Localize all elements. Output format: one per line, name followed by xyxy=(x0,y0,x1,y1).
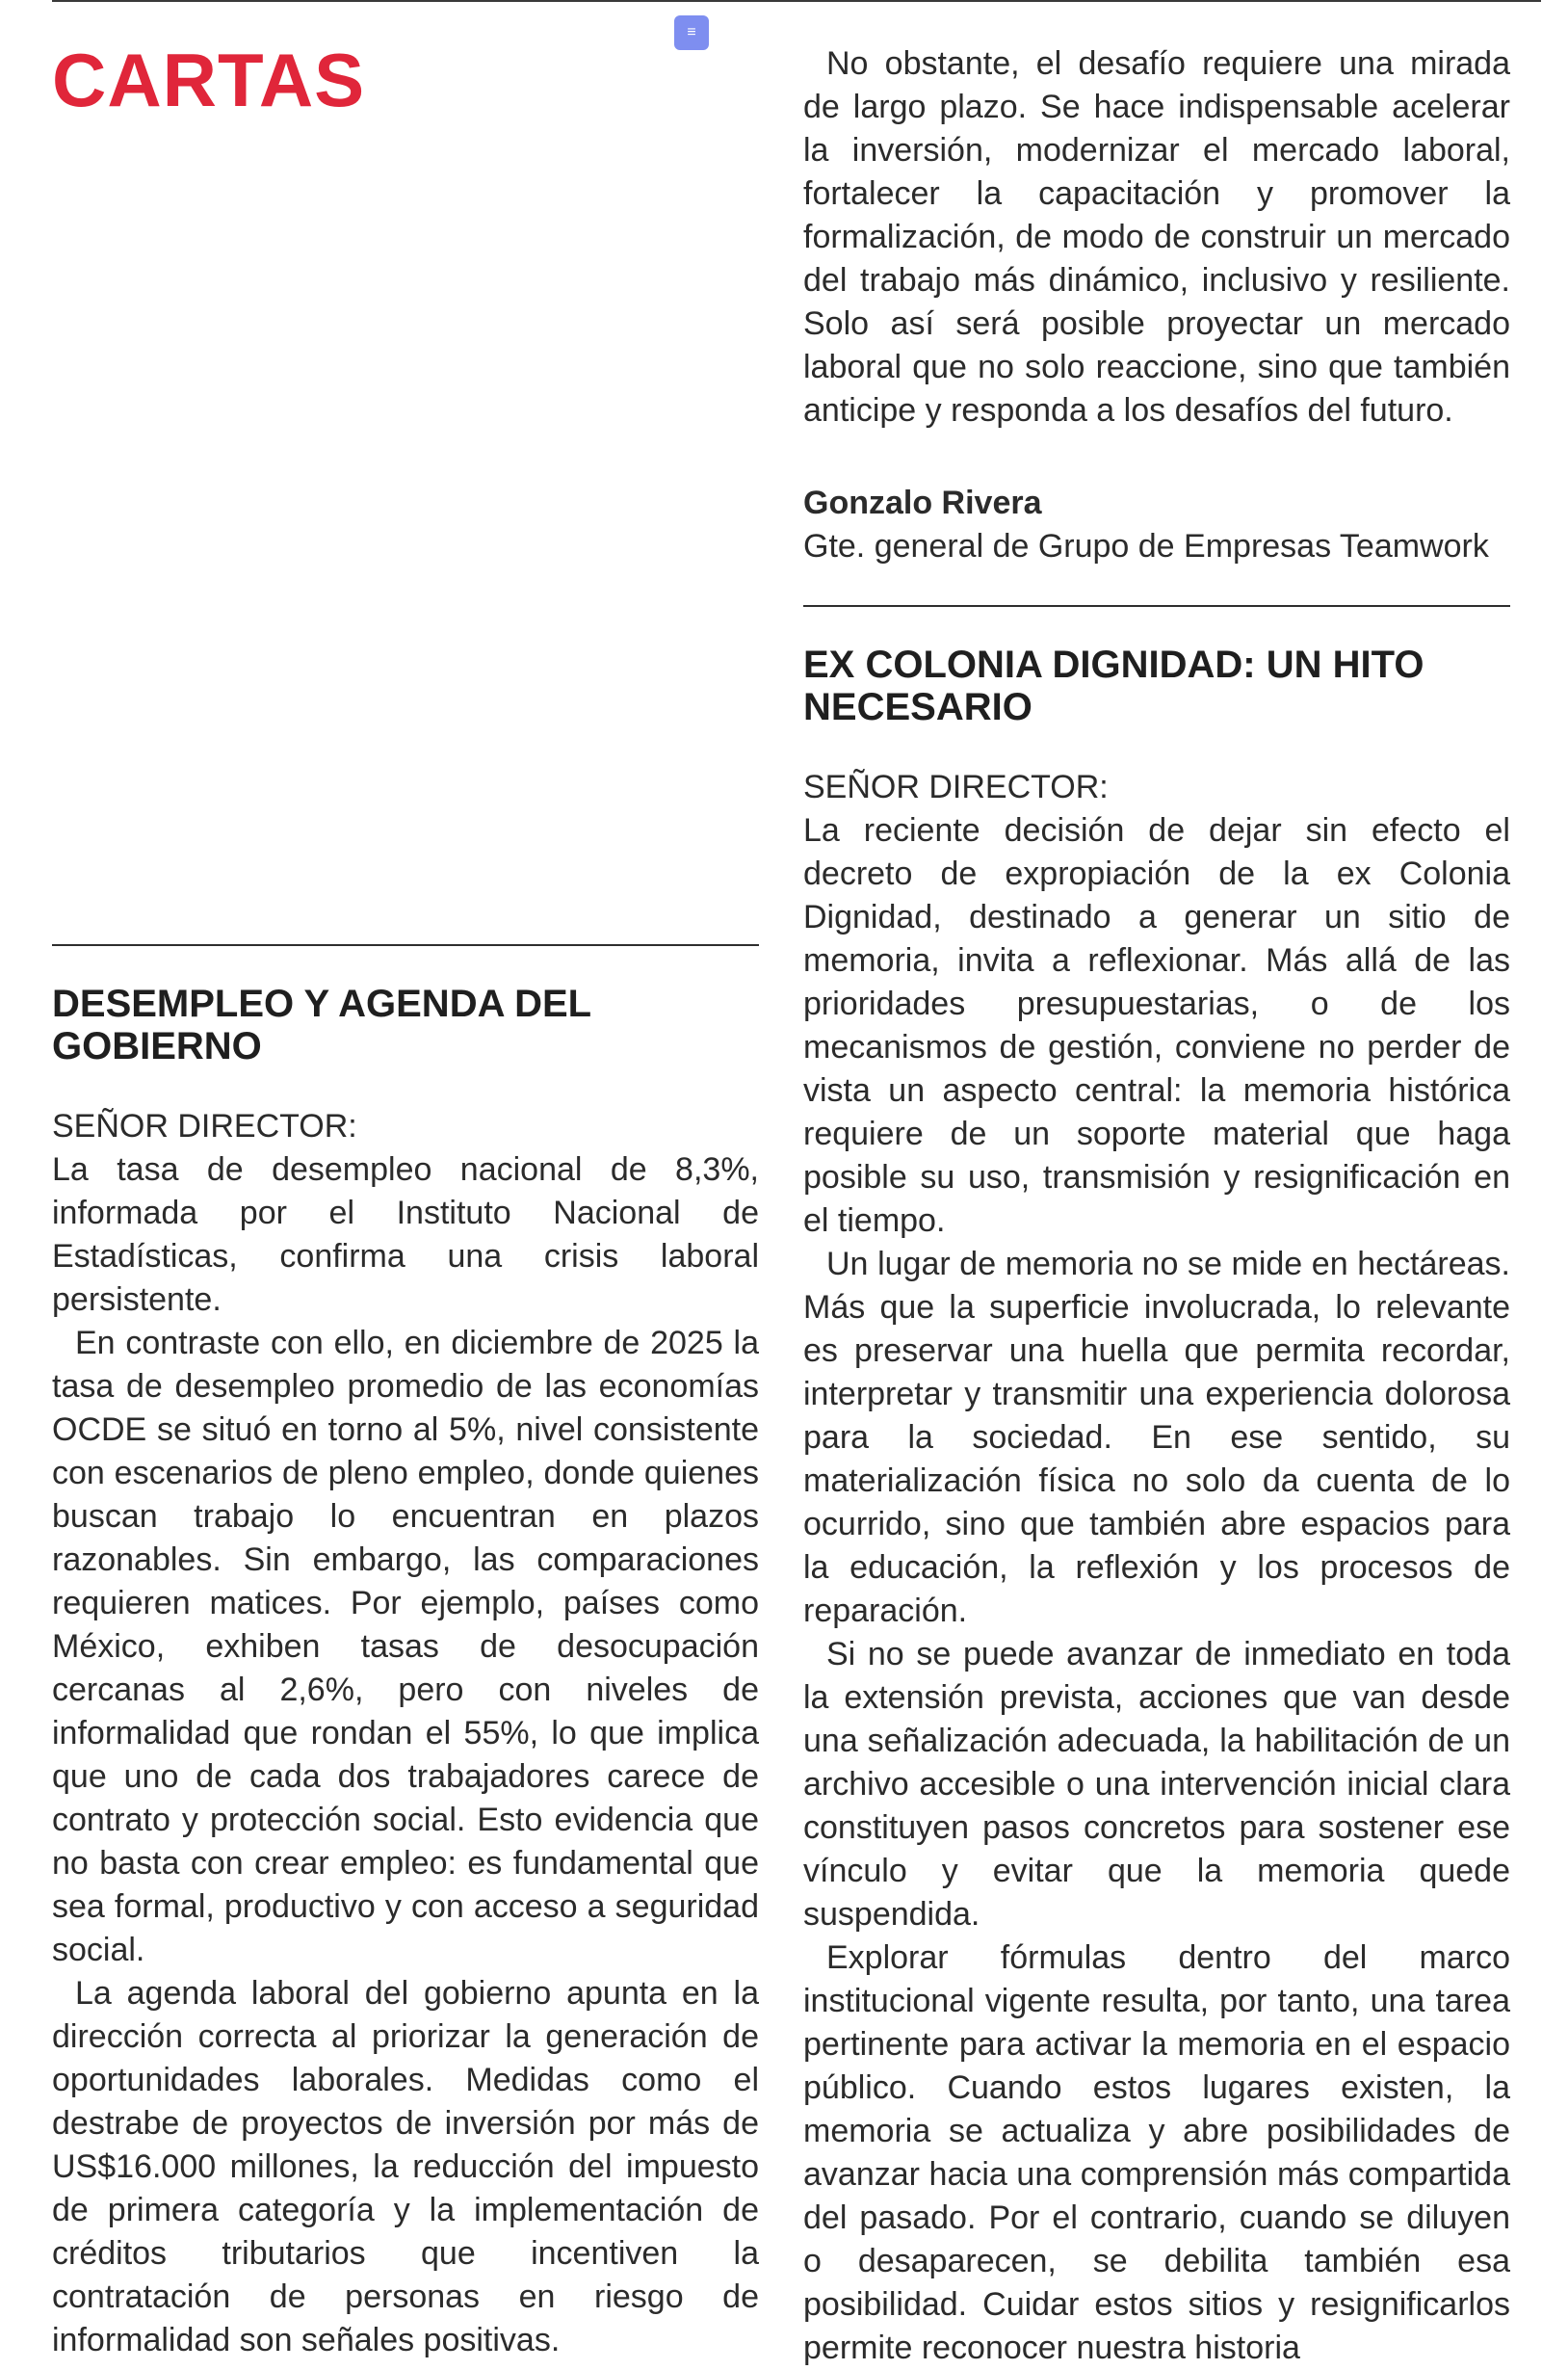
letter-desempleo xyxy=(52,944,759,2362)
top-rule xyxy=(52,0,1541,2)
paragraph: La tasa de desempleo nacional de 8,3%, informada por el Instituto Nacional de Estadísticas, confirma una crisis laboral persistente. xyxy=(52,1151,759,1318)
author-role: Gte. general de Grupo de Empresas Teamwork xyxy=(803,528,1489,565)
paragraph: La reciente decisión de dejar sin efecto el decreto de expropiación de la ex Colonia Dignidad, destinado a generar un sitio de memoria, invita a reflexionar. Más allá de las prioridades presupuestarias, o de los mecanismos de gestión, conviene no perder de vista un aspecto central: la memoria histórica requiere de un soporte material que haga posible su uso, transmisión y resignificación en el tiempo. xyxy=(803,812,1510,1239)
right-column xyxy=(803,42,1510,2370)
paragraph: Si no se puede avanzar de inmediato en toda la extensión prevista, acciones que van desde una señalización adecuada, la habilitación de un archivo accesible o una intervención inicial clara constituyen pasos concretos para sostener ese vínculo y evitar que la memoria quede suspendida. xyxy=(803,1636,1510,1933)
headline-line: GOBIERNO xyxy=(52,1025,262,1067)
author-name: Gonzalo Rivera xyxy=(803,485,1042,521)
section-title: CARTAS xyxy=(52,38,366,122)
headline-line: EX COLONIA DIGNIDAD: UN HITO xyxy=(803,644,1424,686)
paragraph: No obstante, el desafío requiere una mirada de largo plazo. Se hace indispensable acelerar la inversión, modernizar el mercado laboral, fortalecer la capacitación y promover la formalización, de modo de construir un mercado del trabajo más dinámico, inclusivo y resiliente. Solo así será posible proyectar un mercado laboral que no solo reaccione, sino que también anticipe y responda a los desafíos del futuro. xyxy=(803,45,1510,429)
salutation: SEÑOR DIRECTOR: xyxy=(52,1108,357,1145)
headline-line: DESEMPLEO Y AGENDA DEL xyxy=(52,983,592,1025)
paragraph: Explorar fórmulas dentro del marco institucional vigente resulta, por tanto, una tarea pertinente para activar la memoria en el espacio público. Cuando estos lugares existen, la memoria se actualiza y abre posibilidades de avanzar hacia una comprensión más compartida del pasado. Por el contrario, cuando se diluyen o desaparecen, se debilita también esa posibilidad. Cuidar estos sitios y resignificarlos permite reconocer nuestra historia xyxy=(803,1939,1510,2366)
paragraph: Un lugar de memoria no se mide en hectáreas. Más que la superficie involucrada, lo relevante es preservar una huella que permita recordar, interpretar y transmitir una experiencia dolorosa para la sociedad. En ese sentido, su materialización física no solo da cuenta de lo ocurrido, sino que también abre espacios para la educación, la reflexión y los procesos de reparación. xyxy=(803,1246,1510,1629)
note-icon[interactable]: ≡ xyxy=(674,15,709,50)
headline-colonia-dignidad xyxy=(803,644,1510,728)
paragraph: En contraste con ello, en diciembre de 2025 la tasa de desempleo promedio de las economías OCDE se situó en torno al 5%, nivel consistente con escenarios de pleno empleo, donde quienes buscan trabajo lo encuentran en plazos razonables. Sin embargo, las comparaciones requieren matices. Por ejemplo, países como México, exhiben tasas de desocupación cercanas al 2,6%, pero con niveles de informalidad que rondan el 55%, lo que implica que uno de cada dos trabajadores carece de contrato y protección social. Esto evidencia que no basta con crear empleo: es fundamental que sea formal, productivo y con acceso a seguridad social. xyxy=(52,1325,759,1968)
paragraph: La agenda laboral del gobierno apunta en la dirección correcta al priorizar la generación de oportunidades laborales. Medidas como el destrabe de proyectos de inversión por más de US$16.000 millones, la reducción del impuesto de primera categoría y la implementación de créditos tributarios que incentiven la contratación de personas en riesgo de informalidad son señales positivas. xyxy=(52,1975,759,2358)
headline-desempleo xyxy=(52,983,759,1067)
salutation: SEÑOR DIRECTOR: xyxy=(803,769,1109,805)
headline-line: NECESARIO xyxy=(803,686,1032,728)
